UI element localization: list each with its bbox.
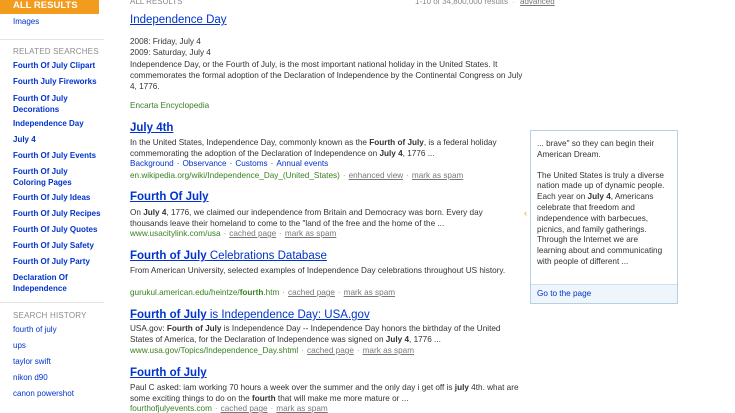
preview-footer: [531, 284, 677, 303]
history-item[interactable]: ups: [13, 341, 26, 350]
related-item[interactable]: Declaration Of Independence: [13, 273, 68, 293]
related-item[interactable]: Fourth Of July Quotes: [13, 225, 98, 234]
mark-as-spam-link[interactable]: mark as spam: [284, 229, 337, 238]
related-searches-heading: RELATED SEARCHES: [13, 47, 99, 56]
cached-page-link[interactable]: cached page: [306, 346, 354, 355]
related-item[interactable]: Fourth Of July Party: [13, 257, 90, 266]
result-url[interactable]: fourthofjulyevents.com: [130, 404, 212, 413]
result-line: 2008: Friday, July 4: [130, 37, 201, 46]
result-url[interactable]: www.usacitylink.com/usa: [130, 229, 221, 238]
result-snippet: From American University, selected examples of Independence Day celebrations throughout US history.: [130, 266, 506, 275]
related-item[interactable]: Fourth Of July Coloring Pages: [13, 167, 72, 187]
result-title-text: Fourth of July: [130, 367, 207, 379]
deep-link[interactable]: Observance: [182, 159, 227, 168]
results-tab-label: ALL RESULTS: [130, 0, 183, 6]
preview-pane: [530, 130, 678, 304]
sidebar-divider: [0, 302, 104, 303]
preview-text: [537, 139, 667, 268]
images-link[interactable]: Images: [13, 17, 40, 26]
mark-as-spam-link[interactable]: mark as spam: [362, 346, 415, 355]
result-count: 1-10 of 34,800,000 results: [415, 0, 508, 6]
result-title[interactable]: [130, 122, 173, 134]
result-snippet: USA.gov: Fourth of July is Independence Day -- Independence Day honors the birthday of the United States of America, for the Declaration of Independence was signed on July 4, 1776 ...: [130, 324, 501, 344]
result-url[interactable]: gurukul.american.edu/heintze/fourth.htm: [130, 288, 280, 297]
related-item[interactable]: Independence Day: [13, 119, 84, 128]
related-item[interactable]: Fourth Of July Recipes: [13, 209, 101, 218]
related-item[interactable]: Fourth Of July Ideas: [13, 193, 91, 202]
header-separator: ·: [512, 0, 515, 7]
preview-paragraph: The United States is truly a diverse nation made up of dynamic people. Each year on July 4, Americans celebrate that freedom and independence with barbecues, picnics, and family gatherings. Through the Internet we are learning about and communicating with people of different ...: [537, 170, 665, 266]
result-snippet: Independence Day, or the Fourth of July, is the most important national holiday in the United States. It commemorates the formal adoption of the Declaration of Independence by the Continental Congress on July 4, 1776.: [130, 60, 523, 91]
result-url-row: en.wikipedia.org/wiki/Independence_Day_(United_States) · enhanced view · mark as spam: [130, 171, 464, 180]
deep-link[interactable]: Background: [130, 159, 174, 168]
go-to-page-link[interactable]: Go to the page: [537, 289, 592, 298]
enhanced-view-link[interactable]: enhanced view: [348, 171, 404, 180]
preview-pointer-icon: ‹: [524, 208, 527, 218]
result-snippet: In the United States, Independence Day, commonly known as the Fourth of July, is a federal holiday commemorating the adoption of the Declaration of Independence on July 4, 1776 ...: [130, 138, 497, 158]
related-item[interactable]: Fourth Of July Events: [13, 151, 97, 160]
related-item[interactable]: July 4: [13, 135, 36, 144]
advanced-link[interactable]: advanced: [520, 0, 555, 6]
result-url-row: www.usa.gov/Topics/Independence_Day.shtml · cached page · mark as spam: [130, 346, 415, 355]
result-url[interactable]: en.wikipedia.org/wiki/Independence_Day_(United_States): [130, 171, 340, 180]
cached-page-link[interactable]: cached page: [288, 288, 335, 297]
result-snippet: Paul C asked: iam working 70 hours a week over the summer and the only day i get off is july 4th. what are some exciting things to do on the fourth that will make me more mature or ...: [130, 383, 519, 403]
preview-paragraph: ... brave" so they can begin their American Dream.: [537, 139, 655, 159]
result-title-text: Fourth Of July: [130, 191, 209, 203]
sidebar: [0, 0, 104, 413]
deep-link[interactable]: Annual events: [276, 159, 329, 168]
result-title[interactable]: [130, 191, 209, 203]
cached-page-link[interactable]: cached page: [220, 404, 268, 413]
result-url-row: gurukul.american.edu/heintze/fourth.htm · cached page · mark as spam: [130, 288, 396, 297]
mark-as-spam-link[interactable]: mark as spam: [276, 404, 328, 413]
result-line: 2009: Saturday, July 4: [130, 48, 211, 57]
result-url-row: www.usacitylink.com/usa · cached page · mark as spam: [130, 229, 337, 238]
deep-links: Background · Observance · Customs · Annual events: [130, 159, 329, 168]
related-item[interactable]: Fourth July Fireworks: [13, 77, 97, 86]
result-title[interactable]: [130, 367, 207, 379]
all-results-tab[interactable]: ALL RESULTS: [0, 0, 99, 14]
result-title-text: July 4th: [130, 122, 174, 134]
history-item[interactable]: fourth of july: [13, 325, 57, 334]
related-item[interactable]: Fourth Of July Safety: [13, 241, 94, 250]
history-item[interactable]: nikon d90: [13, 373, 48, 382]
search-history-heading: SEARCH HISTORY: [13, 311, 87, 320]
related-item[interactable]: Fourth Of July Decorations: [13, 94, 68, 114]
result-snippet: On July 4, 1776, we claimed our independence from Britain and Democracy was born. Every day thousands leave their homeland to come to the "land of the free and the home of the ...: [130, 208, 483, 228]
result-title[interactable]: Fourth of July Celebrations Database: [130, 250, 327, 262]
result-title[interactable]: Fourth of July is Independence Day: USA.gov: [130, 309, 370, 321]
result-source[interactable]: Encarta Encyclopedia: [130, 101, 210, 110]
result-title[interactable]: Independence Day: [130, 14, 227, 26]
related-item[interactable]: Fourth Of July Clipart: [13, 61, 96, 70]
sidebar-divider: [0, 39, 104, 40]
mark-as-spam-link[interactable]: mark as spam: [411, 171, 464, 180]
deep-link[interactable]: Customs: [235, 159, 268, 168]
result-url[interactable]: www.usa.gov/Topics/Independence_Day.shtml: [130, 346, 299, 355]
cached-page-link[interactable]: cached page: [229, 229, 277, 238]
history-item[interactable]: taylor swift: [13, 357, 51, 366]
history-item[interactable]: canon powershot: [13, 389, 74, 398]
mark-as-spam-link[interactable]: mark as spam: [343, 288, 396, 297]
result-url-row: fourthofjulyevents.com · cached page · mark as spam: [130, 404, 328, 413]
